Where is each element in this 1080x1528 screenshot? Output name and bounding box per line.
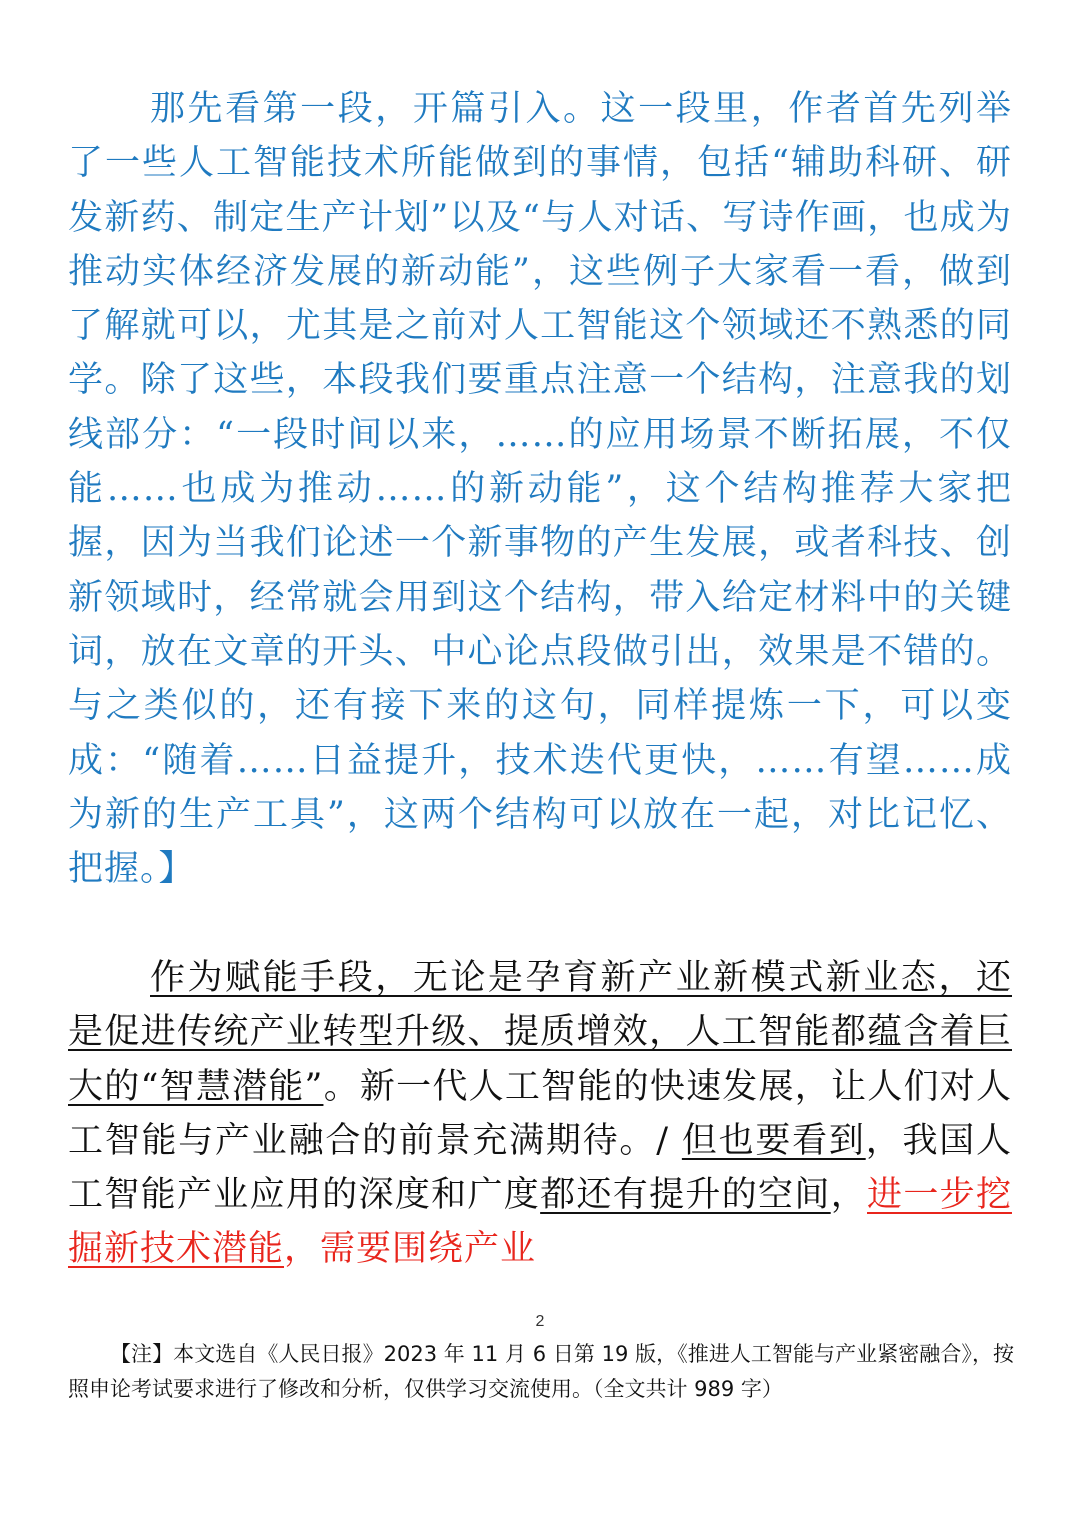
analysis-paragraph: 那先看第一段，开篇引入。这一段里，作者首先列举了一些人工智能技术所能做到的事情，包括“辅助科研、研发新药、制定生产计划”以及“与人对话、写诗作画，也成为推动实体经济发展的新动能”，这些例子大家看一看，做到了解就可以，尤其是之前对人工智能这个领域还不熟悉的同学。除了这些，本段我们要重点注意一个结构，注意我的划线部分：“一段时间以来，……的应用场景不断拓展，不仅能……也成为推动……的新动能”，这个结构推荐大家把握，因为当我们论述一个新事物的产生发展，或者科技、创新领域时，经常就会用到这个结构，带入给定材料中的关键词，放在文章的开头、中心论点段做引出，效果是不错的。与之类似的，还有接下来的这句，同样提炼一下，可以变成：“随着……日益提升，技术迭代更快，……有望……成为新的生产工具”，这两个结构可以放在一起，对比记忆、把握。】 xyxy=(68,89,1012,890)
page-number: 2 xyxy=(535,1313,545,1330)
red-text: ，需要围绕产业 xyxy=(284,1229,537,1270)
article-text: ，我国人工智能产业应用的深度和广度 xyxy=(68,1120,1012,1216)
underlined-phrase: 但也要看到 xyxy=(681,1120,866,1161)
footnote: 【注】本文选自《人民日报》2023 年 11 月 6 日第 19 版，《推进人工智能与产业紧密融合》，按照申论考试要求进行了修改和分析，仅供学习交流使用。（全文共计 989 字） xyxy=(68,1342,1014,1401)
red-underlined-phrase: 进一步挖掘新技术潜能 xyxy=(68,1175,1012,1270)
article-text: ， xyxy=(830,1175,868,1216)
article-paragraph xyxy=(68,951,1012,1277)
article-text: 。新一代人工智能的快速发展，让人们对人工智能与产业融合的前景充满期待。/ xyxy=(68,1066,1012,1161)
underlined-phrase: 都还有提升的空间 xyxy=(540,1175,831,1216)
underlined-phrase: 作为赋能手段，无论是孕育新产业新模式新业态，还是促进传统产业转型升级、提质增效，人工智能都蕴含着巨大的“智慧潜能” xyxy=(68,958,1012,1107)
